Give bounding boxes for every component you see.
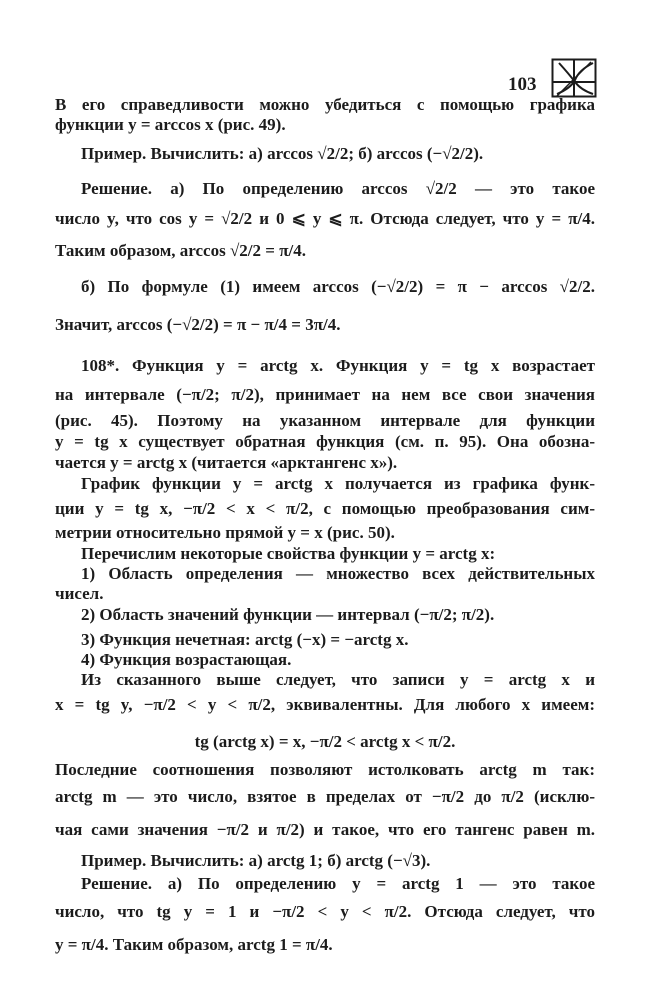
text-line: y = π/4. Таким образом, arctg 1 = π/4. — [55, 935, 333, 954]
solution-line: Решение. а) По определению arccos √2/2 — это такое — [81, 179, 595, 198]
text-line: ции y = tg x, −π/2 < x < π/2, с помощью преобразования сим- — [55, 499, 595, 518]
text-line: чается y = arctg x (читается «арктангенс x»). — [55, 453, 398, 472]
text-line: Последние соотношения позволяют истолковать arctg m так: — [55, 760, 595, 779]
text-line: Перечислим некоторые свойства функции y = arctg x: — [81, 544, 496, 563]
example-line: Пример. Вычислить: а) arccos √2/2; б) arccos (−√2/2). — [81, 144, 484, 163]
text-line: функции y = arccos x (рис. 49). — [55, 115, 286, 134]
text-line: Из сказанного выше следует, что записи y = arctg x и — [81, 670, 595, 689]
text-line: x = tg y, −π/2 < y < π/2, эквивалентны. Для любого x имеем: — [55, 695, 595, 714]
text-line: (рис. 45). Поэтому на указанном интервале для функции — [55, 411, 595, 430]
text-line: График функции y = arctg x получается из графика функ- — [81, 474, 595, 493]
list-item: 2) Область значений функции — интервал (−π/2; π/2). — [81, 605, 495, 624]
text-line: y = tg x существует обратная функция (см. п. 95). Она обозна- — [55, 432, 595, 451]
list-item: 3) Функция нечетная: arctg (−x) = −arctg x. — [81, 630, 409, 649]
page-number: 103 — [508, 74, 537, 95]
formula-line: tg (arctg x) = x, −π/2 < arctg x < π/2. — [194, 732, 456, 751]
text-line: на интервале (−π/2; π/2), принимает на нем все свои значения — [55, 385, 595, 404]
text-line: Таким образом, arccos √2/2 = π/4. — [55, 241, 306, 260]
section-heading: 108*. Функция y = arctg x. Функция y = tg x возрастает — [81, 356, 595, 375]
text-line: чая сами значения −π/2 и π/2) и такое, что его тангенс равен m. — [55, 820, 595, 839]
list-item: 4) Функция возрастающая. — [81, 650, 292, 669]
text-line: метрии относительно прямой y = x (рис. 50). — [55, 523, 395, 542]
text-line: В его справедливости можно убедиться с помощью графика — [55, 95, 595, 114]
list-item: 1) Область определения — множество всех действительных — [81, 564, 595, 583]
text-line: arctg m — это число, взятое в пределах от −π/2 до π/2 (исклю- — [55, 787, 595, 806]
text-line: число y, что cos y = √2/2 и 0 ⩽ y ⩽ π. Отсюда следует, что y = π/4. — [55, 209, 595, 228]
text-line: число, что tg y = 1 и −π/2 < y < π/2. Отсюда следует, что — [55, 902, 595, 921]
list-item-continued: чисел. — [55, 584, 104, 603]
example-line: Пример. Вычислить: а) arctg 1; б) arctg (−√3). — [81, 851, 431, 870]
text-line: Значит, arccos (−√2/2) = π − π/4 = 3π/4. — [55, 315, 341, 334]
solution-line: Решение. а) По определению y = arctg 1 — это такое — [81, 874, 595, 893]
text-line: б) По формуле (1) имеем arccos (−√2/2) = π − arccos √2/2. — [81, 277, 595, 296]
